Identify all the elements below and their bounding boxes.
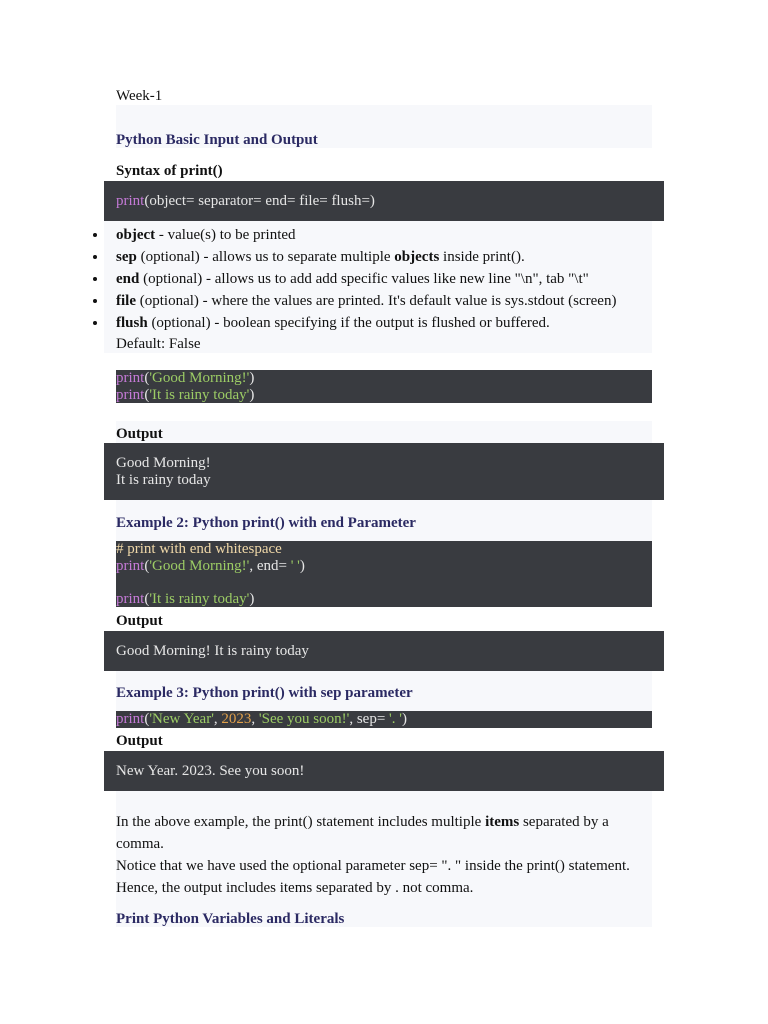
param-desc: (optional) - allows us to separate multiple [136, 249, 395, 265]
param-desc: inside print(). [439, 249, 525, 265]
explain-bold: items [485, 814, 520, 830]
param-name: end [116, 271, 140, 287]
list-item [116, 224, 656, 246]
week-label: Week-1 [116, 88, 163, 104]
code-string: ' ' [290, 557, 300, 574]
ex1-code [116, 370, 254, 403]
code-string: '. ' [389, 711, 402, 727]
code-string: 'New Year' [149, 711, 214, 727]
code-comment: # print with end whitespace [116, 541, 282, 557]
code-punct: ) [249, 370, 255, 386]
ex3-output: New Year. 2023. See you soon! [116, 763, 305, 779]
code-fn: print [116, 711, 145, 727]
param-desc-bold: objects [394, 249, 440, 265]
ex3-heading: Example 3: Python print() with sep parameter [116, 685, 413, 701]
output-line: Good Morning! [116, 455, 211, 471]
code-punct: ( [144, 590, 150, 607]
output-label: Output [116, 733, 163, 749]
code-fn: print [116, 386, 145, 403]
syntax-heading: Syntax of print() [116, 163, 223, 179]
code-args: (object= separator= end= file= flush=) [144, 193, 375, 209]
output-line: It is rainy today [116, 471, 211, 488]
code-punct: ( [144, 370, 150, 386]
param-name: sep [116, 249, 137, 265]
code-string: 'See you soon!' [258, 711, 350, 727]
code-punct: , [251, 711, 259, 727]
param-desc: - value(s) to be printed [155, 227, 296, 243]
syntax-code [116, 193, 375, 210]
param-name: object [116, 227, 156, 243]
param-desc: (optional) - boolean specifying if the output is flushed or buffered. [147, 315, 550, 331]
code-fn: print [116, 557, 145, 574]
code-fn: print [116, 370, 145, 386]
ex1-output [116, 455, 211, 488]
code-string: 'Good Morning!' [149, 370, 250, 386]
param-name: flush [116, 315, 148, 331]
explain-line: comma. [116, 836, 164, 852]
code-fn: print [116, 193, 145, 209]
list-item [116, 290, 656, 312]
ex3-code [116, 711, 407, 728]
code-string: 'Good Morning!' [149, 557, 250, 574]
param-desc: (optional) - allows us to add add specific values like new line "\n", tab "\t" [139, 271, 589, 287]
code-string: 'It is rainy today' [149, 590, 250, 607]
list-item [116, 312, 656, 334]
output-label: Output [116, 426, 163, 442]
param-name: file [116, 293, 136, 309]
param-desc: (optional) - where the values are printed. It's default value is sys.stdout (screen) [136, 293, 617, 309]
param-list [116, 224, 656, 334]
page-title: Python Basic Input and Output [116, 132, 318, 148]
code-punct: ) [401, 711, 407, 727]
ex2-code [116, 541, 305, 607]
code-punct: ( [144, 557, 150, 574]
code-fn: print [116, 590, 145, 607]
ex2-heading: Example 2: Python print() with end Parameter [116, 515, 416, 531]
list-item [116, 246, 656, 268]
list-item [116, 268, 656, 290]
output-label: Output [116, 613, 163, 629]
default-note: Default: False [116, 336, 201, 352]
code-punct: , [213, 711, 222, 727]
ex2-output: Good Morning! It is rainy today [116, 643, 309, 659]
code-punct: ( [144, 386, 150, 403]
explain-line [116, 811, 609, 833]
explain-text: In the above example, the print() statement includes multiple [116, 814, 486, 830]
code-punct: ) [299, 557, 305, 574]
code-punct: ) [249, 590, 255, 607]
code-args: , end= [249, 557, 291, 574]
code-args: , sep= [349, 711, 390, 727]
explain-line: Notice that we have used the optional parameter sep= ". " inside the print() statement. [116, 858, 630, 874]
code-number: 2023 [221, 711, 252, 727]
output-band [116, 421, 652, 443]
next-heading: Print Python Variables and Literals [116, 911, 345, 927]
explain-line: Hence, the output includes items separated by . not comma. [116, 880, 474, 896]
code-punct: ( [144, 711, 150, 727]
code-punct: ) [249, 386, 255, 403]
explain-text: separated by a [519, 814, 609, 830]
code-string: 'It is rainy today' [149, 386, 250, 403]
